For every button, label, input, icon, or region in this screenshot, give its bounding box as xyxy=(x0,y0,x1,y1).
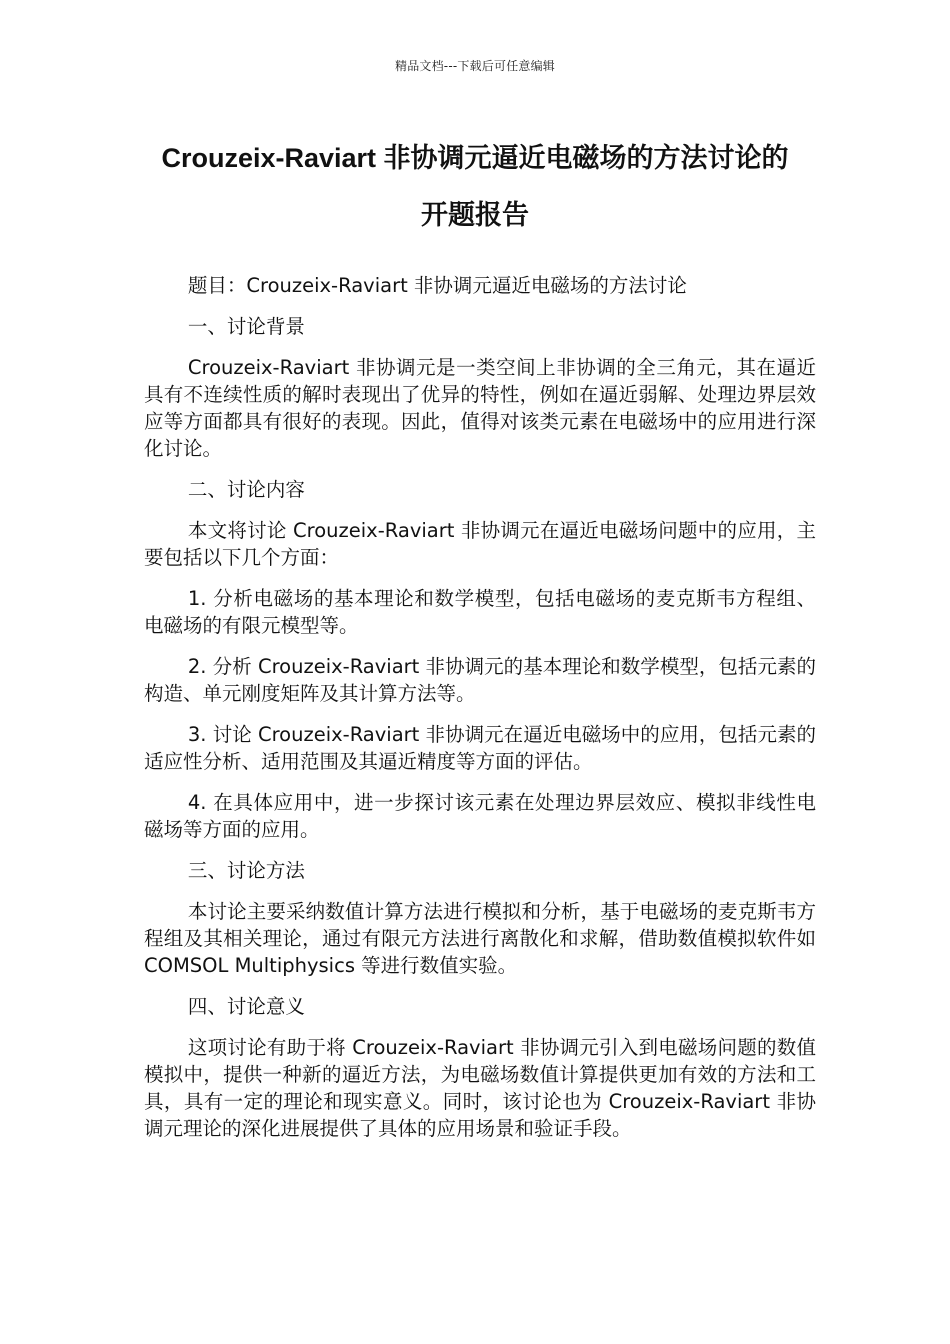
method-paragraph: 本讨论主要采纳数值计算方法进行模拟和分析，基于电磁场的麦克斯韦方程组及其相关理论，通过有限元方法进行离散化和求解，借助数值模拟软件如 COMSOL Multiphysics 等进行数值实验。 xyxy=(144,900,816,977)
section-heading-method: 三、讨论方法 xyxy=(187,859,305,882)
document-body xyxy=(144,272,816,1156)
content-item-2: 2. 分析 Crouzeix-Raviart 非协调元的基本理论和数学模型，包括元素的构造、单元刚度矩阵及其计算方法等。 xyxy=(144,655,816,705)
document-title xyxy=(130,130,820,244)
content-intro-paragraph: 本文将讨论 Crouzeix-Raviart 非协调元在逼近电磁场问题中的应用，主要包括以下几个方面： xyxy=(144,519,816,569)
document-title-line-2: 开题报告 xyxy=(421,200,529,230)
section-heading-background: 一、讨论背景 xyxy=(187,315,305,338)
background-paragraph: Crouzeix-Raviart 非协调元是一类空间上非协调的全三角元，其在逼近具有不连续性质的解时表现出了优异的特性，例如在逼近弱解、处理边界层效应等方面都具有很好的表现。因此，值得对该类元素在电磁场中的应用进行深化讨论。 xyxy=(144,356,816,460)
section-heading-content: 二、讨论内容 xyxy=(187,478,305,501)
significance-paragraph: 这项讨论有助于将 Crouzeix-Raviart 非协调元引入到电磁场问题的数值模拟中，提供一种新的逼近方法，为电磁场数值计算提供更加有效的方法和工具，具有一定的理论和现实意义。同时，该讨论也为 Crouzeix-Raviart 非协调元理论的深化进展提供了具体的应用场景和验证手段。 xyxy=(144,1036,816,1140)
section-heading-significance: 四、讨论意义 xyxy=(187,995,305,1018)
topic-line: 题目：Crouzeix-Raviart 非协调元逼近电磁场的方法讨论 xyxy=(187,274,687,297)
content-item-1: 1. 分析电磁场的基本理论和数学模型，包括电磁场的麦克斯韦方程组、电磁场的有限元模型等。 xyxy=(144,587,816,637)
document-title-line-1: Crouzeix-Raviart 非协调元逼近电磁场的方法讨论的 xyxy=(161,143,789,173)
header-note: 精品文档---下载后可任意编辑 xyxy=(395,59,555,73)
content-item-4: 4. 在具体应用中，进一步探讨该元素在处理边界层效应、模拟非线性电磁场等方面的应用。 xyxy=(144,791,816,841)
content-item-3: 3. 讨论 Crouzeix-Raviart 非协调元在逼近电磁场中的应用，包括元素的适应性分析、适用范围及其逼近精度等方面的评估。 xyxy=(144,723,816,773)
